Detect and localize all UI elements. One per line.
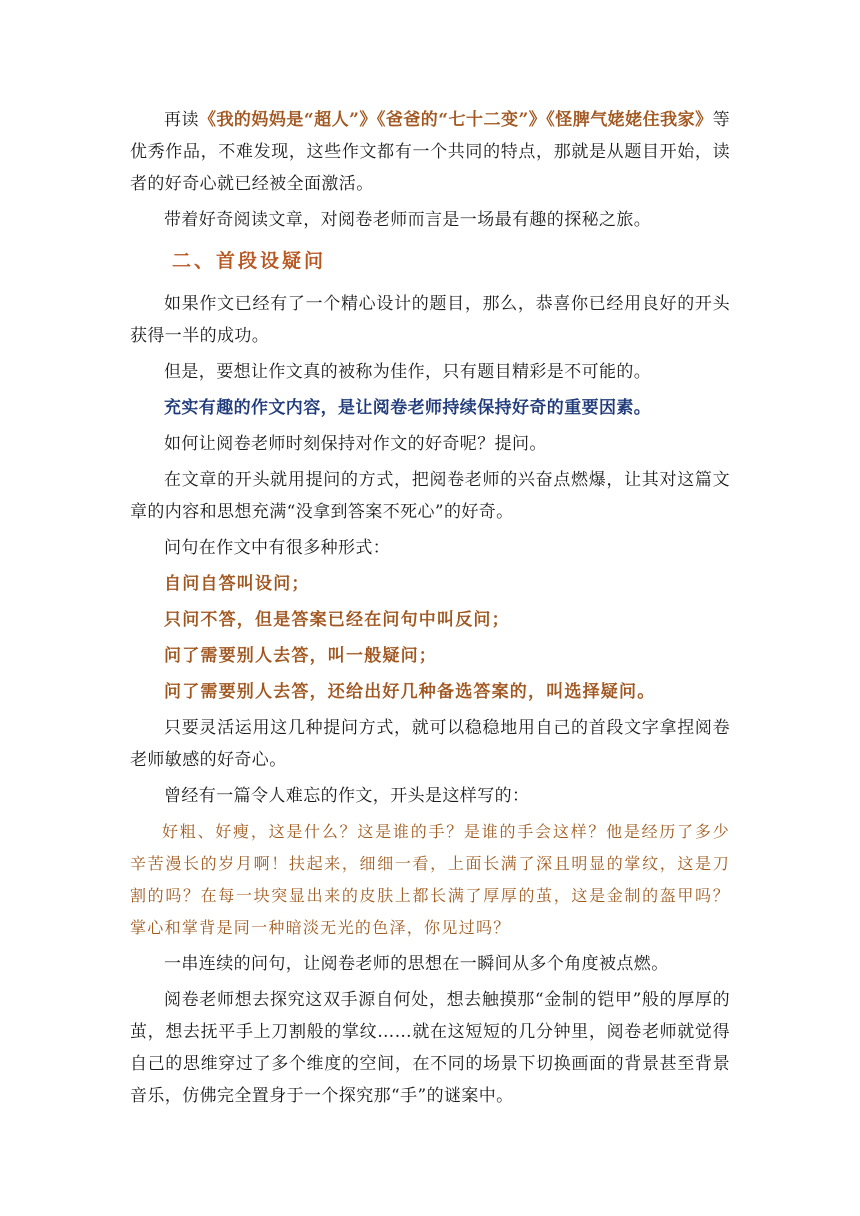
series-paragraph: 一串连续的问句，让阅卷老师的思想在一瞬间从多个角度被点燃。: [164, 954, 669, 974]
question-type-item: 问了需要别人去答，叫一般疑问；: [164, 646, 437, 666]
highlighted-title-3: 《怪脾气姥姥住我家》: [546, 110, 713, 130]
forms-paragraph: 问句在作文中有很多种形式：: [164, 538, 391, 558]
flexible-paragraph: 只要灵活运用这几种提问方式，就可以稳稳地用自己的首段文字拿捏阅卷老师敏感的好奇心。: [130, 718, 730, 770]
example-quote: 好粗、好瘦，这是什么？这是谁的手？是谁的手会这样？他是经历了多少辛苦漫长的岁月啊！扶起来，细细一看，上面长满了深且明显的掌纹，这是刀割的吗？在每一块突显出来的皮肤上都长满了厚厚的茧，这是金制的盔甲吗？掌心和掌背是同一种暗淡无光的色泽，你见过吗？: [130, 822, 730, 937]
highlighted-title-1: 《我的妈妈是“超人”》: [198, 110, 377, 130]
question-type-item: 问了需要别人去答，还给出好几种备选答案的，叫选择疑问。: [164, 682, 656, 702]
title-success-paragraph: 如果作文已经有了一个精心设计的题目，那么，恭喜你已经用良好的开头获得一半的成功。: [130, 294, 730, 346]
section-heading: 二、首段设疑问: [172, 250, 327, 272]
curiosity-paragraph: 带着好奇阅读文章，对阅卷老师而言是一场最有趣的探秘之旅。: [164, 210, 652, 230]
question-type-item: 自问自答叫设问；: [164, 574, 310, 594]
article-body: [130, 104, 730, 1112]
intro-prefix: 再读: [164, 110, 199, 130]
key-point-paragraph: 充实有趣的作文内容，是让阅卷老师持续保持好奇的重要因素。: [164, 398, 652, 418]
intro-paragraph: [130, 104, 730, 200]
example-intro-paragraph: 曾经有一篇令人难忘的作文，开头是这样写的：: [164, 786, 530, 806]
opening-paragraph: 在文章的开头就用提问的方式，把阅卷老师的兴奋点燃爆，让其对这篇文章的内容和思想充满“没拿到答案不死心”的好奇。: [130, 470, 730, 522]
but-paragraph: 但是，要想让作文真的被称为佳作，只有题目精彩是不可能的。: [164, 362, 652, 382]
highlighted-title-2: 《爸爸的“七十二变”》: [376, 110, 547, 130]
intro-suffix: 等优秀作品，不难发现，这些作文都有一个共同的特点，那就是从题目开始，读者的好奇心就已经被全面激活。: [130, 110, 730, 194]
final-paragraph: 阅卷老师想去探究这双手源自何处，想去触摸那“金制的铠甲”般的厚厚的茧，想去抚平手上刀割般的掌纹……就在这短短的几分钟里，阅卷老师就觉得自己的思维穿过了多个维度的空间，在不同的场景下切换画面的背景甚至背景音乐，仿佛完全置身于一个探究那“手”的谜案中。: [130, 990, 730, 1106]
question-type-item: 只问不答，但是答案已经在问句中叫反问；: [164, 610, 510, 630]
how-paragraph: 如何让阅卷老师时刻保持对作文的好奇呢？提问。: [164, 434, 547, 454]
